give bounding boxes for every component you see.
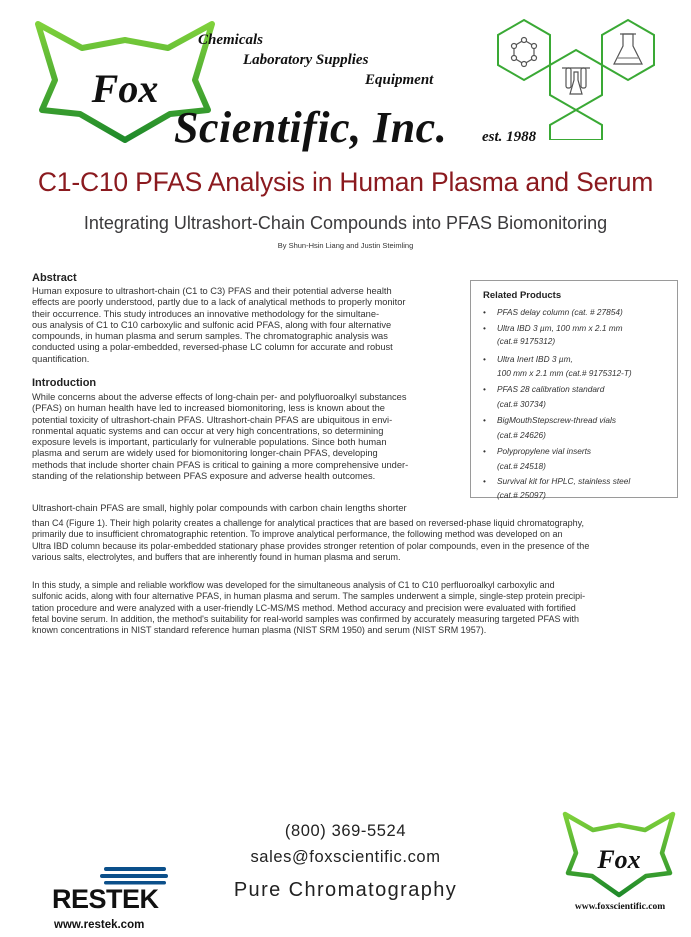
- company-name: Scientific, Inc.: [174, 103, 448, 152]
- tag-chemicals: Chemicals: [198, 32, 264, 48]
- lab-hexagons-graphic: [490, 14, 668, 140]
- document-subtitle: Integrating Ultrashort-Chain Compounds into PFAS Biomonitoring: [83, 213, 608, 233]
- established-year: est. 1988: [482, 129, 537, 145]
- fox-small-logo: [560, 810, 678, 898]
- document-title: C1-C10 PFAS Analysis in Human Plasma and Serum: [37, 167, 654, 197]
- molecule-icon: [512, 38, 537, 67]
- abstract-heading: Abstract: [32, 272, 77, 284]
- bullet-icon: •: [483, 308, 486, 317]
- bullet-icon: •: [483, 324, 486, 333]
- fox-logo-word: Fox: [91, 66, 159, 111]
- email-address[interactable]: sales@foxscientific.com: [250, 848, 441, 866]
- test-tubes-icon: [562, 68, 590, 94]
- restek-wordmark: RESTEK: [52, 884, 159, 913]
- flask-icon: [614, 34, 642, 64]
- tag-laboratory-supplies: Laboratory Supplies: [243, 52, 369, 68]
- bullet-icon: •: [483, 385, 486, 394]
- bullet-icon: •: [483, 416, 486, 425]
- restek-url[interactable]: www.restek.com: [54, 919, 145, 931]
- bullet-icon: •: [483, 477, 486, 486]
- phone-number[interactable]: (800) 369-5524: [284, 822, 407, 840]
- authors-line: By Shun-Hsin Liang and Justin Steimling: [277, 241, 414, 250]
- introduction-heading: Introduction: [32, 377, 97, 389]
- restek-logo: [50, 865, 178, 913]
- tagline: Pure Chromatography: [233, 879, 458, 901]
- introduction-paragraph-2: than C4 (Figure 1). Their high polarity creates a challenge for analytical practices that are based on reversed-phase liquid chromatography, primarily due to insufficient chromatographic retention. To improve analytical performance, the following method was developed on an Ultra IBD column because its polar-embedded stationary phase provides stronger retention of polar compounds, even in the presence of the various salts, electrolytes, and buffers that are inherently found in human plasma and serum.: [32, 518, 590, 562]
- fox-url[interactable]: www.foxscientific.com: [574, 902, 666, 912]
- introduction-paragraph-2-first-line: Ultrashort-chain PFAS are small, highly polar compounds with carbon chain lengths shorter: [32, 503, 407, 513]
- fox-small-word: Fox: [597, 845, 641, 874]
- abstract-paragraph: Human exposure to ultrashort-chain (C1 to C3) PFAS and their potential adverse health effects are poorly understood, partly due to a lack of analytical methods to properly monitor their occurrence. This study introduces an innovative methodology for the simultane- ous analysis of C1 to C10 carboxylic and sulfonic acid PFAS, along with four alternative compounds, in human plasma and serum samples. The chromatographic analysis was conducted using a polar-embedded, reversed-phase LC column for accurate and robust quantification.: [32, 286, 406, 364]
- introduction-paragraph-3: In this study, a simple and reliable workflow was developed for the simultaneous analysis of C1 to C10 perfluoroalkyl carboxylic and sulfonic acids, along with four alternative PFAS, in human plasma and serum. The samples underwent a simple, single-step protein precipi- tation procedure and were analyzed with a user-friendly LC-MS/MS method. Method accuracy and precision were evaluated with fortified fetal bovine serum. In addition, the method's suitability for real-world samples was confirmed by accurately measuring targeted PFAS with known concentrations in NIST standard reference human plasma (NIST SRM 1950) and serum (NIST SRM 1957).: [32, 580, 586, 636]
- bullet-icon: •: [483, 355, 486, 364]
- related-products-title: Related Products: [483, 290, 562, 301]
- bullet-icon: •: [483, 447, 486, 456]
- introduction-paragraph-1: While concerns about the adverse effects of long-chain per- and polyfluoroalkyl substances (PFAS) on human health have led to increased biomonitoring, less is known about the potential toxicity of ultrashort-chain PFAS. Ultrashort-chain PFAS are ubiquitous in envi- ronmental aquatic systems and can occur at very high concentrations, so determining exposure levels is important, particularly for vulnerable populations. Since both human plasma and serum are widely used for biomonitoring longer-chain PFAS, developing methods that include shorter chain PFAS is critical to gaining a more comprehensive under- standing of the relationship between PFAS exposure and adverse health outcomes.: [32, 392, 409, 482]
- related-products-box: Related Products • PFAS delay column (cat. # 27854) • Ultra IBD 3 µm, 100 mm x 2.1 mm (cat.# 9175312) • Ultra Inert IBD 3 µm, 100 mm x 2.1 mm (cat.# 9175312-T) • PFAS 28 calibration standard (cat.# 30734) • BigMouthStepscrew-thread vials (cat.# 24626) • Polypropylene vial inserts (cat.# 24518) • Survival kit for HPLC, stainless steel (cat.# 25097): [470, 280, 678, 498]
- tag-equipment: Equipment: [365, 72, 434, 88]
